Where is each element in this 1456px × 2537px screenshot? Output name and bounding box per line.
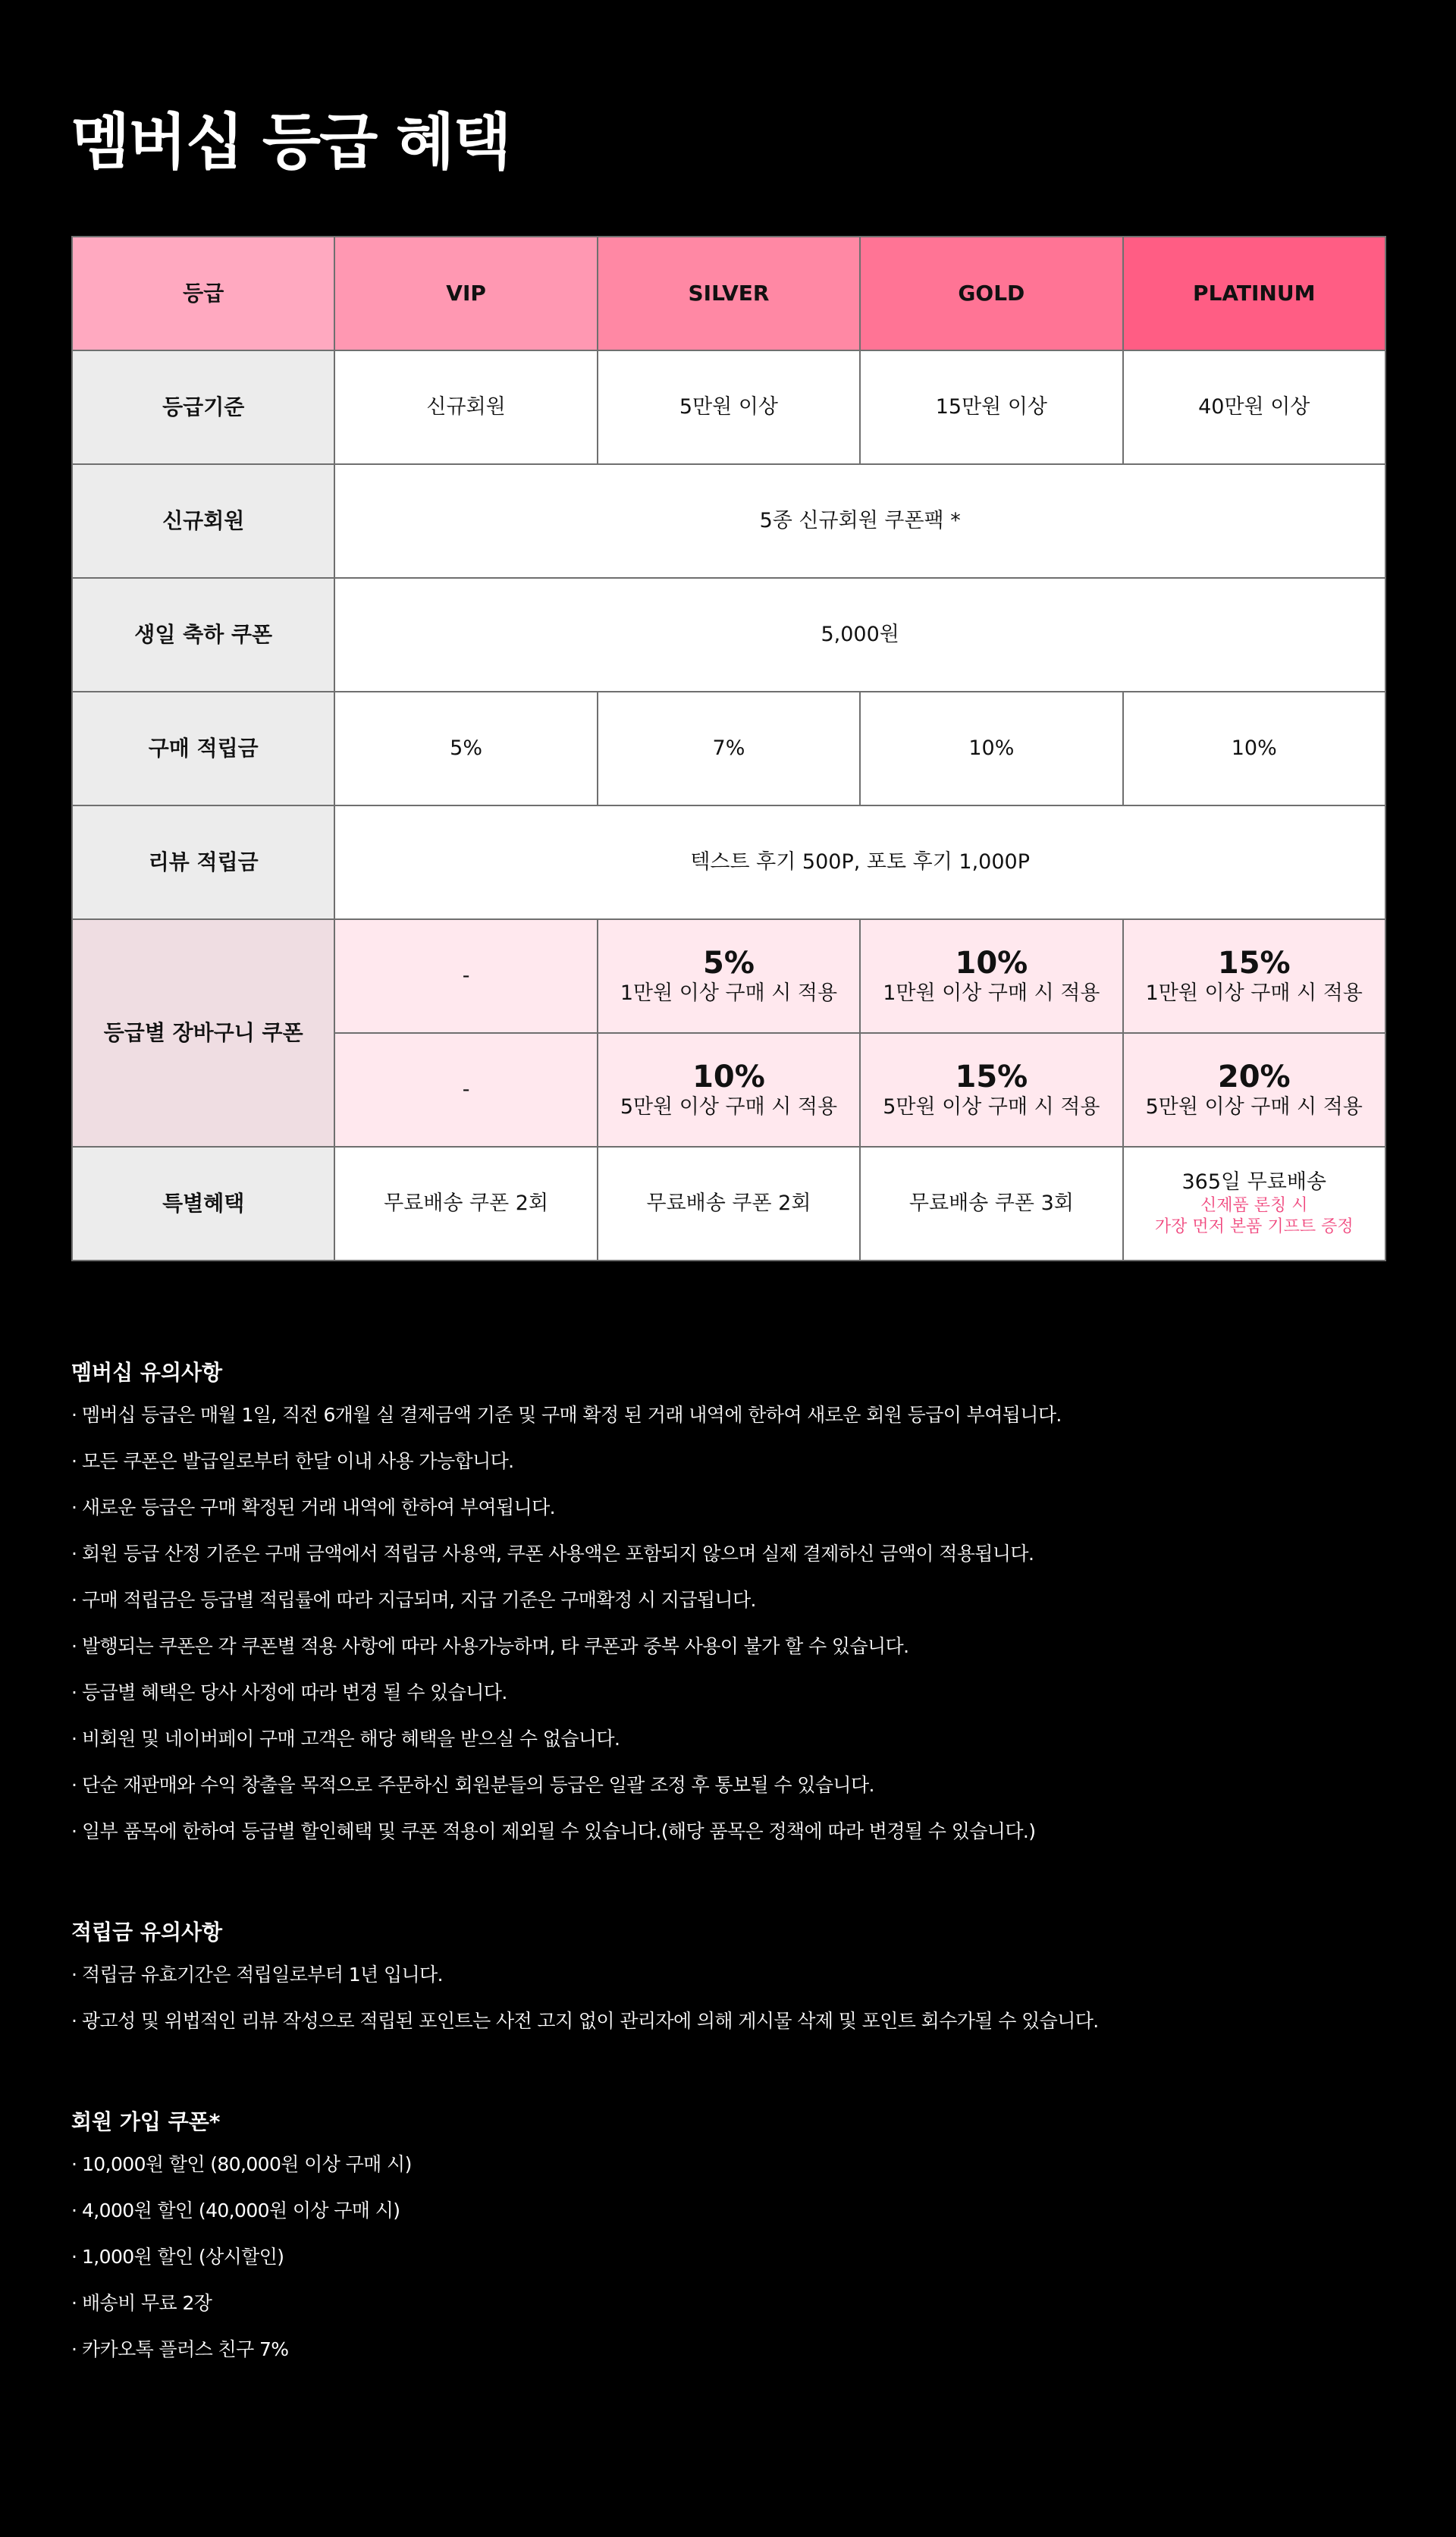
list-item: [71, 1493, 1385, 1539]
coupon-condition: 5만원 이상 구매 시 적용: [620, 1095, 838, 1119]
special-gold: 무료배송 쿠폰 3회: [860, 1147, 1122, 1261]
signup-coupon-heading: 회원 가입 쿠폰*: [71, 2109, 221, 2134]
coupon-percent: 10%: [692, 1060, 765, 1094]
cart-coupon-tier1-silver: [598, 919, 860, 1033]
bullet-icon: ·: [71, 2338, 77, 2360]
review-points-value: 텍스트 후기 500P, 포토 후기 1,000P: [334, 805, 1385, 919]
header-cell-platinum: PLATINUM: [1123, 237, 1385, 350]
points-notes: [71, 1917, 1385, 2052]
purchase-points-platinum: 10%: [1123, 692, 1385, 805]
coupon-condition: 1만원 이상 구매 시 적용: [620, 981, 838, 1005]
note-text: 광고성 및 위법적인 리뷰 작성으로 적립된 포인트는 사전 고지 없이 관리자에 의해 게시물 삭제 및 포인트 회수가될 수 있습니다.: [82, 2010, 1099, 2032]
criteria-platinum: 40만원 이상: [1123, 350, 1385, 464]
header-cell-grade: 등급: [72, 237, 334, 350]
bullet-icon: ·: [71, 1635, 77, 1657]
membership-notes: [71, 1358, 1385, 1863]
criteria-vip: 신규회원: [334, 350, 597, 464]
list-item: [71, 1400, 1385, 1446]
row-label-birthday: 생일 축하 쿠폰: [72, 578, 334, 692]
bullet-icon: ·: [71, 1964, 77, 1986]
coupon-percent: 20%: [1217, 1060, 1291, 1094]
row-label-cart-coupon: 등급별 장바구니 쿠폰: [72, 919, 334, 1147]
list-item: [71, 1446, 1385, 1493]
special-platinum-main: 365일 무료배송: [1181, 1170, 1327, 1194]
note-text: 1,000원 할인 (상시할인): [82, 2246, 284, 2268]
row-label-purchase-points: 구매 적립금: [72, 692, 334, 805]
coupon-percent: 15%: [955, 1060, 1028, 1094]
special-vip: 무료배송 쿠폰 2회: [334, 1147, 597, 1261]
bullet-icon: ·: [71, 1728, 77, 1750]
bullet-icon: ·: [71, 1589, 77, 1611]
note-text: 멤버십 등급은 매월 1일, 직전 6개월 실 결제금액 기준 및 구매 확정 된 거래 내역에 한하여 새로운 회원 등급이 부여됩니다.: [82, 1404, 1062, 1426]
note-text: 새로운 등급은 구매 확정된 거래 내역에 한하여 부여됩니다.: [82, 1496, 555, 1518]
table-row-purchase-points: [72, 692, 1385, 805]
note-text: 배송비 무료 2장: [82, 2292, 212, 2314]
list-item: [71, 1539, 1385, 1585]
signup-coupon-notes: [71, 2107, 1385, 2381]
row-label-review-points: 리뷰 적립금: [72, 805, 334, 919]
coupon-percent: 5%: [703, 946, 755, 981]
note-text: 10,000원 할인 (80,000원 이상 구매 시): [82, 2153, 412, 2175]
header-cell-gold: GOLD: [860, 237, 1122, 350]
row-label-criteria: 등급기준: [72, 350, 334, 464]
bullet-icon: ·: [71, 1496, 77, 1518]
coupon-percent: 10%: [955, 946, 1028, 981]
list-item: [71, 2196, 1385, 2242]
list-item: [71, 1724, 1385, 1770]
signup-coupon-list: [71, 2149, 1385, 2381]
cart-coupon-tier2-vip: -: [334, 1033, 597, 1147]
table-row-special: [72, 1147, 1385, 1261]
points-notes-list: [71, 1960, 1385, 2052]
bullet-icon: ·: [71, 2292, 77, 2314]
special-platinum-sub-1: 신제품 론칭 시: [1200, 1196, 1308, 1215]
coupon-condition: 1만원 이상 구매 시 적용: [883, 981, 1100, 1005]
purchase-points-gold: 10%: [860, 692, 1122, 805]
bullet-icon: ·: [71, 1543, 77, 1565]
list-item: [71, 1816, 1385, 1863]
list-item: [71, 2334, 1385, 2381]
special-platinum: [1123, 1147, 1385, 1261]
bullet-icon: ·: [71, 1774, 77, 1796]
new-member-value: 5종 신규회원 쿠폰팩 *: [334, 464, 1385, 578]
header-cell-vip: VIP: [334, 237, 597, 350]
list-item: [71, 1770, 1385, 1816]
criteria-silver: 5만원 이상: [598, 350, 860, 464]
list-item: [71, 1585, 1385, 1631]
cart-coupon-tier1-gold: [860, 919, 1122, 1033]
cart-coupon-tier1-platinum: [1123, 919, 1385, 1033]
criteria-gold: 15만원 이상: [860, 350, 1122, 464]
coupon-condition: 5만원 이상 구매 시 적용: [883, 1095, 1100, 1119]
coupon-condition: 5만원 이상 구매 시 적용: [1145, 1095, 1363, 1119]
membership-notes-heading: 멤버십 유의사항: [71, 1360, 223, 1385]
table-row-cart-coupon-tier1: [72, 919, 1385, 1033]
bullet-icon: ·: [71, 1820, 77, 1842]
note-text: 일부 품목에 한하여 등급별 할인혜택 및 쿠폰 적용이 제외될 수 있습니다.(해당 품목은 정책에 따라 변경될 수 있습니다.): [82, 1820, 1036, 1842]
header-cell-silver: SILVER: [598, 237, 860, 350]
bullet-icon: ·: [71, 2153, 77, 2175]
grade-benefits-table: [71, 236, 1386, 1261]
note-text: 모든 쿠폰은 발급일로부터 한달 이내 사용 가능합니다.: [82, 1450, 514, 1472]
table-row-criteria: [72, 350, 1385, 464]
cart-coupon-tier2-silver: [598, 1033, 860, 1147]
bullet-icon: ·: [71, 2246, 77, 2268]
birthday-value: 5,000원: [334, 578, 1385, 692]
coupon-condition: 1만원 이상 구매 시 적용: [1145, 981, 1363, 1005]
membership-notes-list: [71, 1400, 1385, 1863]
bullet-icon: ·: [71, 1404, 77, 1426]
note-text: 등급별 혜택은 당사 사정에 따라 변경 될 수 있습니다.: [82, 1681, 507, 1703]
purchase-points-silver: 7%: [598, 692, 860, 805]
list-item: [71, 1678, 1385, 1724]
note-text: 적립금 유효기간은 적립일로부터 1년 입니다.: [82, 1964, 443, 1986]
bullet-icon: ·: [71, 2199, 77, 2221]
list-item: [71, 2242, 1385, 2288]
table-row-review-points: [72, 805, 1385, 919]
bullet-icon: ·: [71, 1681, 77, 1703]
notes-container: [71, 1358, 1385, 2435]
note-text: 구매 적립금은 등급별 적립률에 따라 지급되며, 지급 기준은 구매확정 시 지급됩니다.: [82, 1589, 756, 1611]
note-text: 발행되는 쿠폰은 각 쿠폰별 적용 사항에 따라 사용가능하며, 타 쿠폰과 중복 사용이 불가 할 수 있습니다.: [82, 1635, 909, 1657]
bullet-icon: ·: [71, 2010, 77, 2032]
note-text: 비회원 및 네이버페이 구매 고객은 해당 혜택을 받으실 수 없습니다.: [82, 1728, 620, 1750]
list-item: [71, 2288, 1385, 2334]
cart-coupon-tier2-gold: [860, 1033, 1122, 1147]
note-text: 단순 재판매와 수익 창출을 목적으로 주문하신 회원분들의 등급은 일괄 조정 후 통보될 수 있습니다.: [82, 1774, 874, 1796]
list-item: [71, 1960, 1385, 2006]
cart-coupon-tier1-vip: -: [334, 919, 597, 1033]
note-text: 회원 등급 산정 기준은 구매 금액에서 적립금 사용액, 쿠폰 사용액은 포함되지 않으며 실제 결제하신 금액이 적용됩니다.: [82, 1543, 1034, 1565]
row-label-new-member: 신규회원: [72, 464, 334, 578]
cart-coupon-tier2-platinum: [1123, 1033, 1385, 1147]
list-item: [71, 2006, 1385, 2052]
special-platinum-sub-2: 가장 먼저 본품 기프트 증정: [1154, 1217, 1354, 1236]
note-text: 4,000원 할인 (40,000원 이상 구매 시): [82, 2199, 400, 2221]
coupon-percent: 15%: [1217, 946, 1291, 981]
table-row-birthday: [72, 578, 1385, 692]
row-label-special: 특별혜택: [72, 1147, 334, 1261]
special-silver: 무료배송 쿠폰 2회: [598, 1147, 860, 1261]
table-header-row: [72, 237, 1385, 350]
bullet-icon: ·: [71, 1450, 77, 1472]
points-notes-heading: 적립금 유의사항: [71, 1920, 223, 1945]
note-text: 카카오톡 플러스 친구 7%: [82, 2338, 289, 2360]
purchase-points-vip: 5%: [334, 692, 597, 805]
page-title: 멤버십 등급 혜택: [71, 107, 510, 177]
list-item: [71, 2149, 1385, 2196]
list-item: [71, 1631, 1385, 1678]
table-row-new-member: [72, 464, 1385, 578]
